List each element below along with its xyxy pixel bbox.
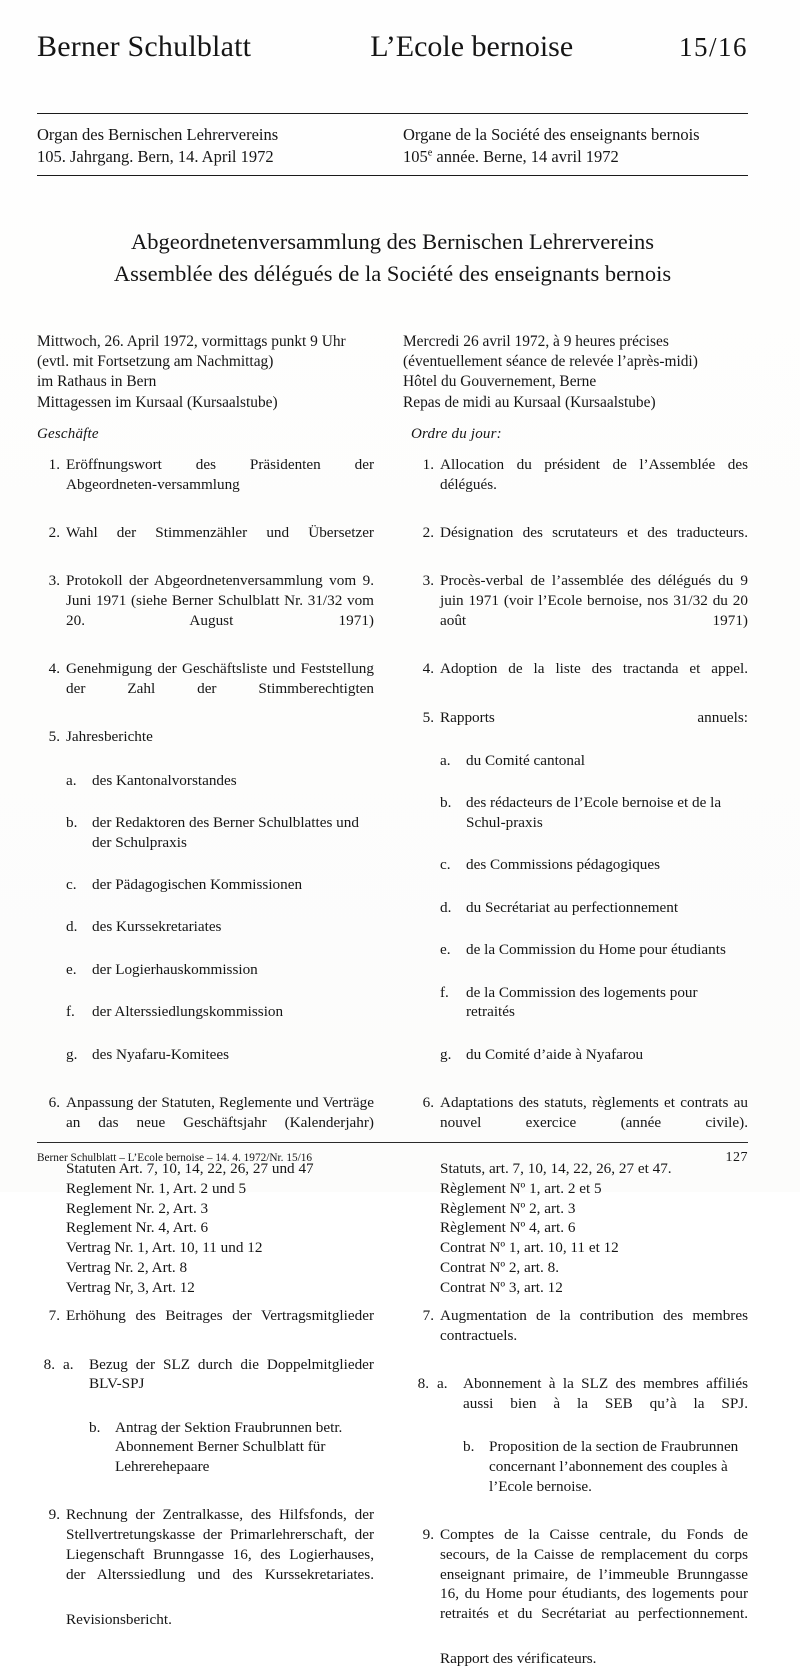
agenda-subitem-text: der Pädagogischen Kommissionen [92,876,303,894]
agenda-subitem-text: des Kurssekretariates [92,918,222,936]
imprint-german [37,124,403,168]
page-footer [37,1150,748,1166]
page-number: 127 [725,1150,748,1165]
agenda-subitem-letter: b. [440,794,452,812]
agenda-item [37,1306,374,1345]
agenda-reference-line: Statuten Art. 7, 10, 14, 22, 26, 27 und 47 [66,1160,314,1177]
agenda-item [37,455,374,514]
agenda-subitem [440,898,748,937]
agenda-item-text: Adoption de la liste des tractanda et appel. [440,660,748,678]
agenda-reference-line: Statuts, art. 7, 10, 14, 22, 26, 27 et 47. [440,1160,672,1177]
header-rule-bottom [37,175,748,176]
agenda-item-number: 5. [422,708,434,726]
agenda-item [411,455,748,514]
agenda-subitem [66,875,374,914]
agenda-subitem-letter: f. [66,1003,75,1021]
agenda-subitem-text: du Secrétariat au perfectionnement [466,898,679,916]
masthead-title-german: Berner Schulblatt [37,30,252,63]
meeting-line: Repas de midi au Kursaal (Kursaalstube) [403,393,656,411]
masthead [37,30,748,86]
agenda-item [37,571,374,650]
meeting-line: (éventuellement séance de relevée l’après-midi) [403,353,698,371]
agenda-item [411,1374,748,1516]
agenda-item-number: 3. [422,572,434,590]
agenda-subitem [66,771,374,810]
agenda-subitem-text: Antrag der Sektion Fraubrunnen betr. Abonnement Berner Schulblatt für Lehrerehepaare [115,1418,343,1476]
agenda-subitem [66,813,374,872]
agenda-item [37,1093,374,1297]
meeting-line: Hôtel du Gouvernement, Berne [403,373,597,391]
header-rule-top [37,113,748,114]
agenda-subitem-text: der Redaktoren des Berner Schulblattes und der Schulpraxis [92,814,359,851]
agenda-subitem-letter: d. [66,918,78,936]
meeting-details [37,332,748,413]
agenda-subitem-letter: e. [440,941,451,959]
agenda-heading-german: Geschäfte [37,426,99,442]
agenda-item-text: Anpassung der Statuten, Reglemente und Verträge an das neue Geschäftsjahr (Kalenderjahr) [66,1093,374,1131]
agenda-subitem-letter: g. [440,1045,452,1063]
agenda-item [37,523,374,562]
agenda-item-text: Désignation des scrutateurs et des traducteurs. [440,524,748,542]
masthead-title-french: L’Ecole bernoise [370,30,574,63]
agenda-item-text: Allocation du président de l’Assemblée des délégués. [440,456,748,493]
agenda-item-number: 1. [422,456,434,473]
agenda-subitem-text: der Logierhauskommission [92,960,258,978]
agenda-item-number: 2. [48,524,60,542]
agenda-item-text: Comptes de la Caisse centrale, du Fonds de secours, de la Caisse de remplacement du corps enseignant primaire, de l’immeuble Brunngasse 16, du Home pour étudiants, des logements pour retraités et du Secrétariat au perfectionnement. [440,1526,748,1622]
meeting-line: Mittwoch, 26. April 1972, vormittags punkt 9 Uhr [37,333,346,350]
agenda-item-text: Adaptations des statuts, règlements et contrats au nouvel exercice (année civile). [440,1093,748,1131]
agenda-subitem-list [66,771,374,1084]
agenda-subitem-text: du Comité d’aide à Nyafarou [466,1045,644,1063]
imprint-german-line2: 105. Jahrgang. Bern, 14. April 1972 [37,146,274,166]
imprint-french [403,124,748,168]
meeting-details-french [403,332,748,413]
imprint-french-line1: Organe de la Société des enseignants bernois [403,125,700,144]
agenda-reference-line: Reglement Nr. 2, Art. 3 [66,1199,209,1217]
page-title-french: Assemblée des délégués de la Société des enseignants bernois [113,260,672,286]
agenda-item [37,659,374,718]
imprint-german-line1: Organ des Bernischen Lehrervereins [37,125,279,144]
agenda-item-reference-lines [66,1159,374,1297]
meeting-line: Mercredi 26 avril 1972, à 9 heures précises [403,333,669,350]
agenda-item-text: Augmentation de la contribution des membres contractuels. [440,1307,748,1344]
agenda-item-number: 7. [422,1307,434,1325]
agenda-subitem [440,1045,748,1084]
agenda-subitem-letter: a. [437,1375,448,1393]
agenda-item [411,708,748,1084]
agenda-reference-line: Règlement Nº 2, art. 3 [440,1199,576,1217]
agenda-reference-line: Reglement Nr. 4, Art. 6 [66,1219,209,1237]
agenda-reference-line: Contrat Nº 2, art. 8. [440,1258,560,1276]
agenda-subitem-letter: d. [440,898,452,916]
agenda-subitem-letter: a. [66,771,77,789]
agenda-item-number: 5. [48,728,60,746]
meeting-line: Mittagessen im Kursaal (Kursaalstube) [37,393,278,411]
agenda-subitem-list [463,1437,748,1516]
agenda-subitem-letter: b. [89,1418,101,1436]
imprint-french-line2: 105e année. Berne, 14 avril 1972 [403,146,619,166]
agenda-reference-line: Vertrag Nr. 2, Art. 8 [66,1258,188,1276]
agenda-item-number: 2. [422,524,434,542]
agenda-subitem-letter: c. [66,876,77,894]
agenda-item [411,659,748,698]
agenda-subitem-text: des rédacteurs de l’Ecole bernoise et de la Schul-praxis [466,794,722,831]
agenda-subitem-letter: c. [440,856,451,874]
agenda-subitem-list [440,751,748,1084]
meeting-details-german [37,332,403,413]
agenda-item-reference-lines [440,1159,748,1297]
agenda-item-number: 1. [48,456,60,473]
agenda-item [37,1355,374,1497]
agenda-item [411,1306,748,1365]
agenda-subitem [440,940,748,979]
agenda-subitem [89,1418,374,1497]
agenda-subitem-letter: a. [63,1355,74,1373]
agenda-item [411,523,748,562]
agenda-item-number: 9. [422,1526,434,1544]
agenda-subitem [440,983,748,1042]
agenda-list-german [37,455,374,1630]
agenda-item-text: Rapports annuels: [440,708,748,726]
agenda-item-number: 9. [48,1506,60,1524]
agenda-subitem [66,1002,374,1041]
agenda-column-german [37,426,374,1678]
agenda-reference-line: Vertrag Nr. 1, Art. 10, 11 und 12 [66,1239,263,1256]
agenda-item-text: Rechnung der Zentralkasse, des Hilfsfonds, der Stellvertretungskasse der Primarlehrerschaft, der Liegenschaft Brunngasse 16, des Logierhauses, der Alterssiedlung und des Kurssekretariates. [66,1506,374,1583]
meeting-line: im Rathaus in Bern [37,373,157,391]
agenda [37,426,748,1678]
agenda-item [411,1525,748,1669]
agenda-item [37,727,374,1084]
agenda-reference-line: Règlement Nº 1, art. 2 et 5 [440,1179,602,1197]
agenda-reference-line: Vertrag Nr, 3, Art. 12 [66,1278,195,1296]
imprint-block [37,124,748,168]
agenda-item-text: Protokoll der Abgeordnetenversammlung vom 9. Juni 1971 (siehe Berner Schulblatt Nr. 31/32 vom 20. August 1971) [66,572,374,629]
agenda-item-text: Eröffnungswort des Präsidenten der Abgeordneten-versammlung [66,456,374,493]
agenda-subitem [440,793,748,852]
agenda-item-number: 3. [48,572,60,590]
agenda-subitem-text: Proposition de la section de Fraubrunnen concernant l’abonnement des couples à l’Ecole bernoise. [489,1438,739,1495]
agenda-item-text: Erhöhung des Beitrages der Vertragsmitglieder [66,1307,374,1325]
page-title-german: Abgeordnetenversammlung des Bernischen Lehrervereins [131,229,654,254]
agenda-subitem [440,751,748,790]
agenda-item-text: Procès-verbal de l’assemblée des délégués du 9 juin 1971 (voir l’Ecole bernoise, nos 31/32 du 20 août 1971) [440,572,748,629]
agenda-subitem-text: de la Commission du Home pour étudiants [466,941,726,959]
agenda-subitem-text: des Kantonalvorstandes [92,771,237,789]
agenda-subitem-text: der Alterssiedlungskommission [92,1003,284,1021]
agenda-subitem [66,917,374,956]
agenda-subitem-text: du Comité cantonal [466,751,585,769]
agenda-item [411,571,748,650]
agenda-reference-line: Règlement Nº 4, art. 6 [440,1219,576,1237]
agenda-subitem-letter: f. [440,983,449,1001]
agenda-item-number: 8. [417,1375,429,1393]
agenda-item-number: 6. [422,1093,434,1111]
agenda-subitem-letter: e. [66,960,77,978]
agenda-item-number: 4. [422,660,434,678]
agenda-subitem-letter: g. [66,1045,78,1063]
agenda-item-tail-text: Revisionsbericht. [66,1610,172,1628]
agenda-subitem-letter: b. [463,1438,475,1456]
agenda-item-number: 7. [48,1307,60,1325]
agenda-subitem-letter: b. [66,814,78,831]
agenda-item-text: Abonnement à la SLZ des membres affiliés aussi bien à la SEB qu’à la SPJ. [463,1375,748,1412]
agenda-item-text: Genehmigung der Geschäftsliste und Feststellung der Zahl der Stimmberechtigten [66,660,374,697]
page-title [37,226,748,290]
agenda-item-text: Jahresberichte [66,728,153,746]
agenda-item-tail-text: Rapport des vérificateurs. [440,1650,597,1668]
agenda-subitem-text: de la Commission des logements pour retraités [466,983,698,1021]
agenda-item-number: 4. [48,660,60,678]
agenda-subitem [66,1045,374,1084]
agenda-list-french [411,455,748,1669]
agenda-subitem [463,1437,748,1516]
agenda-item-number: 6. [48,1093,60,1111]
agenda-subitem [66,960,374,999]
agenda-subitem [440,855,748,894]
footer-rule [37,1142,748,1143]
agenda-subitem-letter: a. [440,751,451,769]
ordinal-suffix: e [427,147,433,159]
footer-citation: Berner Schulblatt – L’Ecole bernoise – 14. 4. 1972/Nr. 15/16 [37,1152,313,1164]
agenda-reference-line: Contrat Nº 3, art. 12 [440,1278,563,1296]
agenda-subitem-text: des Nyafaru-Komitees [92,1045,230,1063]
agenda-subitem-text: des Commissions pédagogiques [466,856,661,874]
agenda-column-french [411,426,748,1678]
masthead-issue-number: 15/16 [678,32,748,62]
agenda-item [411,1093,748,1297]
agenda-item-text: Bezug der SLZ durch die Doppelmitglieder BLV-SPJ [89,1355,374,1393]
meeting-line: (evtl. mit Fortsetzung am Nachmittag) [37,353,274,371]
agenda-item-number: 8. [43,1355,55,1373]
agenda-heading-french: Ordre du jour: [411,426,502,442]
agenda-item-text: Wahl der Stimmenzähler und Übersetzer [66,524,374,542]
agenda-subitem-list [89,1418,374,1497]
agenda-reference-line: Contrat Nº 1, art. 10, 11 et 12 [440,1239,619,1256]
agenda-item [37,1505,374,1629]
agenda-reference-line: Reglement Nr. 1, Art. 2 und 5 [66,1179,247,1197]
